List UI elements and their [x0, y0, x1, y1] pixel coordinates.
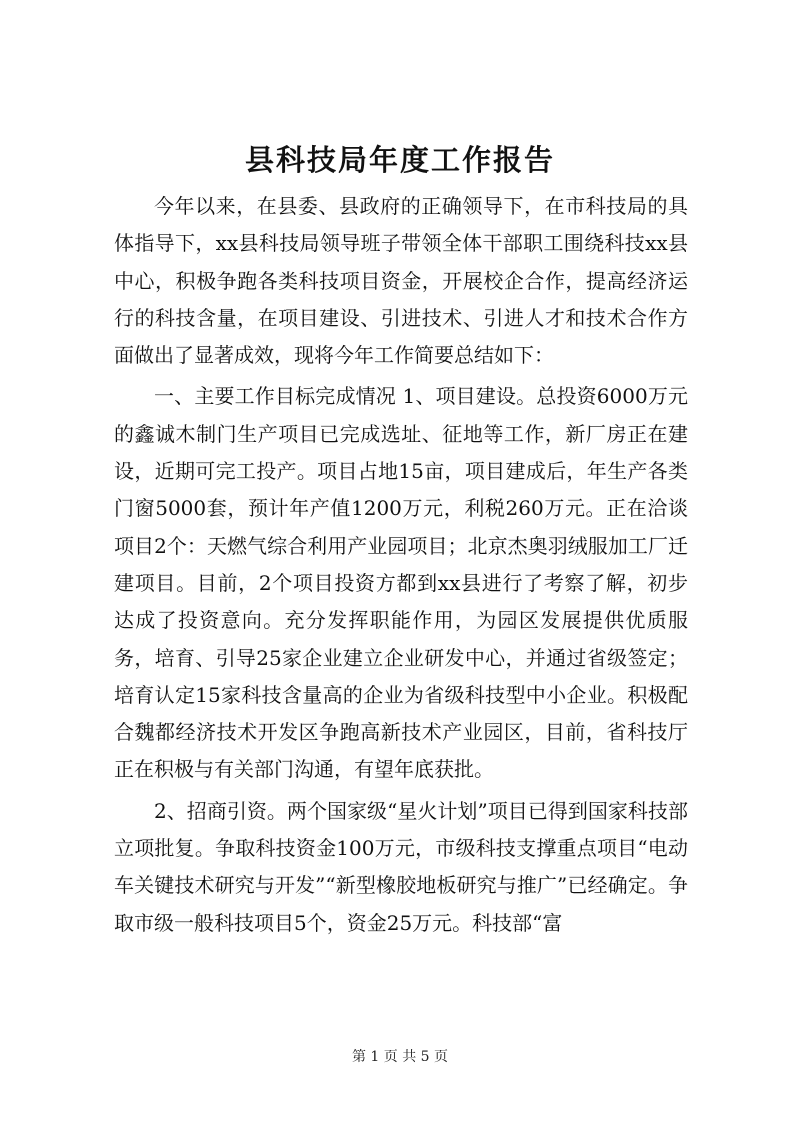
page-footer: 第 1 页 共 5 页 — [351, 1049, 449, 1065]
intro-paragraph: 今年以来，在县委、县政府的正确领导下，在市科技局的具体指导下，xx县科技局领导班子带领全体干部职工围绕科技xx县中心，积极争跑各类科技项目资金，开展校企合作，提高经济运行的科技含量，在项目建设、引进技术、引进人才和技术合作方面做出了显著成效，现将今年工作简要总结如下： — [114, 194, 688, 368]
document-body — [114, 188, 688, 946]
page-title: 县科技局年度工作报告 — [244, 143, 555, 177]
investment-paragraph: 2、招商引资。两个国家级“星火计划”项目已得到国家科技部立项批复。争取科技资金100万元，市级科技支撑重点项目“电动车关键技术研究与开发”“新型橡胶地板研究与推广”已经确定。争取市级一般科技项目5个，资金25万元。科技部“富 — [114, 798, 688, 935]
project-construction-paragraph: 一、主要工作目标完成情况 1、项目建设。总投资6000万元的鑫诚木制门生产项目已完成选址、征地等工作，新厂房正在建设，近期可完工投产。项目占地15亩，项目建成后，年生产各类门窗5000套，预计年产值1200万元，利税260万元。正在洽谈项目2个：天燃气综合利用产业园项目；北京杰奥羽绒服加工厂迁建项目。目前，2个项目投资方都到xx县进行了考察了解，初步达成了投资意向。充分发挥职能作用，为园区发展提供优质服务，培育、引导25家企业建立企业研发中心，并通过省级签定；培育认定15家科技含量高的企业为省级科技型中小企业。积极配合魏都经济技术开发区争跑高新技术产业园区，目前，省科技厅正在积极与有关部门沟通，有望年底获批。 — [114, 384, 688, 782]
